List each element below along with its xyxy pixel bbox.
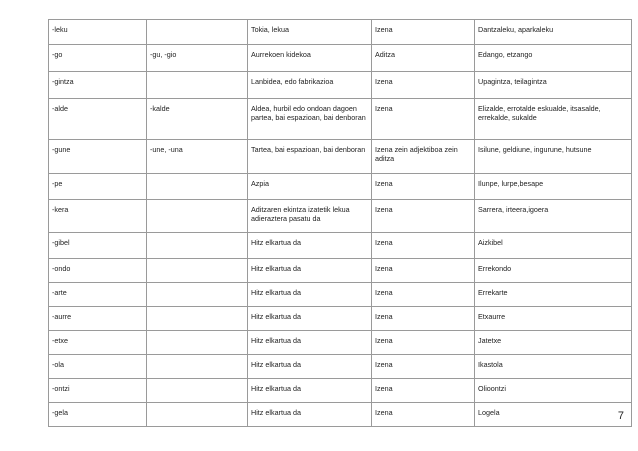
table-row [49,283,632,307]
variant-cell [147,200,248,233]
table-row [49,140,632,174]
meaning-cell: Tartea, bai espazioan, bai denboran [248,140,372,174]
variant-cell: -une, -una [147,140,248,174]
suffix-cell: -gintza [49,72,147,99]
suffix-cell: -gela [49,403,147,427]
meaning-cell: Hitz elkartua da [248,403,372,427]
table-row [49,379,632,403]
category-cell: Izena [372,200,475,233]
category-cell: Izena [372,99,475,140]
category-cell: Izena [372,174,475,200]
page-number: 7 [617,410,624,422]
meaning-cell: Aurrekoen kidekoa [248,45,372,72]
suffix-cell: -ondo [49,259,147,283]
meaning-cell: Aditzaren ekintza izatetik lekua adieraztera pasatu da [248,200,372,233]
example-cell: Aizkibel [475,233,632,259]
suffix-cell: -ontzi [49,379,147,403]
variant-cell [147,72,248,99]
example-cell: Jatetxe [475,331,632,355]
category-cell: Izena [372,233,475,259]
table-row [49,259,632,283]
category-cell: Izena zein adjektiboa zein aditza [372,140,475,174]
example-cell: Olioontzi [475,379,632,403]
suffix-cell: -kera [49,200,147,233]
example-cell: Edango, etzango [475,45,632,72]
category-cell: Izena [372,379,475,403]
table-row [49,331,632,355]
category-cell: Izena [372,283,475,307]
suffix-cell: -pe [49,174,147,200]
example-cell: Errekarte [475,283,632,307]
example-cell: Sarrera, irteera,igoera [475,200,632,233]
meaning-cell: Hitz elkartua da [248,379,372,403]
meaning-cell: Tokia, lekua [248,20,372,45]
suffix-cell: -aurre [49,307,147,331]
suffix-table-body [49,20,632,427]
example-cell: Isilune, geldiune, ingurune, hutsune [475,140,632,174]
suffix-cell: -alde [49,99,147,140]
example-cell: Ikastola [475,355,632,379]
suffix-cell: -gibel [49,233,147,259]
variant-cell [147,20,248,45]
meaning-cell: Lanbidea, edo fabrikazioa [248,72,372,99]
example-cell: Upagintza, teilagintza [475,72,632,99]
table-row [49,20,632,45]
meaning-cell: Hitz elkartua da [248,355,372,379]
table-row [49,403,632,427]
meaning-cell: Azpia [248,174,372,200]
category-cell: Izena [372,403,475,427]
variant-cell [147,379,248,403]
variant-cell [147,403,248,427]
table-row [49,174,632,200]
category-cell: Izena [372,72,475,99]
category-cell: Izena [372,307,475,331]
example-cell: Dantzaleku, aparkaleku [475,20,632,45]
example-cell: Elizalde, errotalde eskualde, itsasalde, errekalde, sukalde [475,99,632,140]
table-row [49,45,632,72]
category-cell: Izena [372,331,475,355]
variant-cell [147,355,248,379]
example-cell: Errekondo [475,259,632,283]
category-cell: Izena [372,355,475,379]
variant-cell [147,307,248,331]
suffix-cell: -gune [49,140,147,174]
meaning-cell: Hitz elkartua da [248,259,372,283]
variant-cell [147,259,248,283]
suffix-table [48,19,632,427]
category-cell: Izena [372,20,475,45]
meaning-cell: Aldea, hurbil edo ondoan dagoen partea, bai espazioan, bai denboran [248,99,372,140]
variant-cell [147,174,248,200]
suffix-cell: -ola [49,355,147,379]
variant-cell: -kalde [147,99,248,140]
table-row [49,355,632,379]
table-row [49,99,632,140]
table-row [49,307,632,331]
suffix-cell: -go [49,45,147,72]
variant-cell [147,331,248,355]
meaning-cell: Hitz elkartua da [248,307,372,331]
variant-cell [147,283,248,307]
suffix-cell: -arte [49,283,147,307]
example-cell: Etxaurre [475,307,632,331]
suffix-cell: -leku [49,20,147,45]
table-row [49,233,632,259]
variant-cell: -gu, -gio [147,45,248,72]
table-row [49,200,632,233]
meaning-cell: Hitz elkartua da [248,283,372,307]
category-cell: Izena [372,259,475,283]
example-cell: Ilunpe, lurpe,besape [475,174,632,200]
suffix-cell: -etxe [49,331,147,355]
meaning-cell: Hitz elkartua da [248,331,372,355]
table-row [49,72,632,99]
example-cell: Logela [475,403,632,427]
meaning-cell: Hitz elkartua da [248,233,372,259]
category-cell: Aditza [372,45,475,72]
variant-cell [147,233,248,259]
